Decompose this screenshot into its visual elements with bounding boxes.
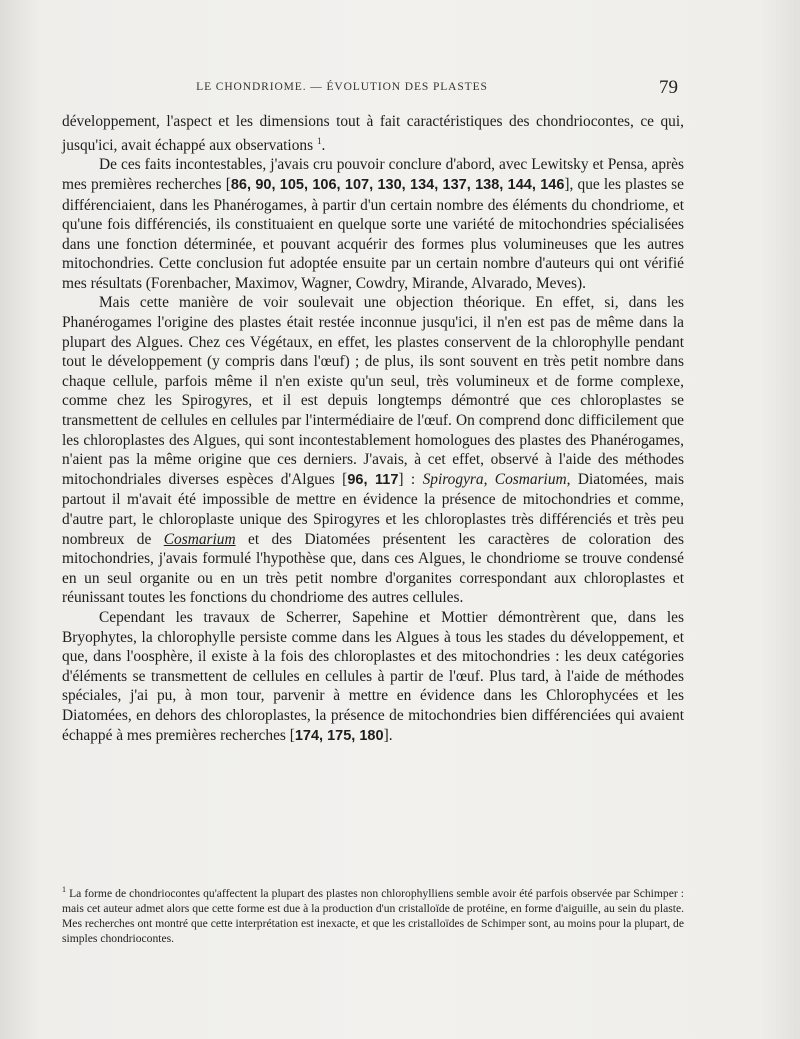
paragraph-3-text-c: Diatomées, mais partout il m'avait été impossible de mettre en évidence la présence de mitochondries et comme, d'autre part, le chloroplaste unique des Spirogyres et les chloroplastes très différenciés et très peu nombreux de <box>62 470 684 548</box>
paragraph-4-text-b: ]. <box>383 726 393 744</box>
italic-genus-name: Cosmarium <box>163 530 236 548</box>
footnote-text: La forme de chondriocontes qu'affectent la plupart des plastes non chlorophylliens semble avoir été parfois observée par Schimper : mais cet auteur admet alors que cette forme est due à la production d'un cristalloïde de protéine, en forme d'aiguille, au sein du plaste. Mes recherches ont montré que cette interprétation est inexacte, et que les cristalloïdes de Schimper sont, au moins pour la plupart, de simples chondriocontes. <box>62 886 684 946</box>
footnote-reference: 1 <box>316 135 322 146</box>
paragraph-3-text-a: Mais cette manière de voir soulevait une objection théorique. En effet, si, dans les Phanérogames l'origine des plastes était restée inconnue jusqu'ici, il n'en est pas de même dans la plupart des Algues. Chez ces Végétaux, en effet, les plastes conservent de la chlorophylle pendant tout le développement (y compris dans l'œuf) ; de plus, ils sont souvent en très petit nombre dans chaque cellule, parfois même il n'en existe qu'un seul, très volumineux et de forme complexe, comme chez les Spirogyres, et il est depuis longtemps démontré que ces chloroplastes se transmettent de cellules en cellules par l'intermédiaire de l'œuf. On comprend donc difficilement que les chloroplastes des Algues, qui sont incontestablement homologues des plastes des Phanérogames, n'aient pas la même origine que ces derniers. J'avais, à cet effet, observé à l'aide des méthodes mitochondriales diverses espèces d'Algues [ <box>62 294 684 488</box>
paragraph-2-text-a: De ces faits incontestables, j'avais cru pouvoir conclure d'abord, avec Lewitsky et Pensa, après mes premières recherches [ <box>62 156 684 193</box>
bibliography-references: 96, 117 <box>347 471 399 488</box>
footnote <box>62 882 684 947</box>
paragraph-1-text: développement, l'aspect et les dimensions tout à fait caractéristiques des chondriocontes, ce qui, jusqu'ici, avait échappé aux observations <box>62 113 684 154</box>
paragraph-4-text-a: Cependant les travaux de Scherrer, Sapehine et Mottier démontrèrent que, dans les Bryophytes, la chlorophylle persiste comme dans les Algues à tous les stades du développement, et que, dans l'oosphère, il existe à la fois des chloroplastes et des mitochondries : les deux catégories d'éléments se transmettent de cellules en cellules à partir de l'œuf. Plus tard, à l'aide de méthodes spéciales, j'ai pu, à mon tour, parvenir à mettre en évidence dans les Chlorophycées et les Diatomées, en dehors des chloroplastes, la présence de mitochondries bien différenciées qui avaient échappé à mes premières recherches [ <box>62 608 684 744</box>
paragraph-4 <box>62 608 684 746</box>
paragraph-3-text-d: et des Diatomées présentent les caractères de coloration des mitochondries, j'avais formulé l'hypothèse que, dans ces Algues, le chondriome se trouve condensé en un seul organite ou en un très petit nombre d'organites correspondant aux chloroplastes et réunissant toutes les fonctions du chondriome des autres cellules. <box>62 530 684 607</box>
footnote-mark: 1 <box>62 885 66 894</box>
body-text <box>62 112 684 746</box>
running-head <box>62 77 682 99</box>
bibliography-references: 174, 175, 180 <box>294 727 384 744</box>
running-title: LE CHONDRIOME. — ÉVOLUTION DES PLASTES <box>196 81 488 93</box>
bibliography-references: 86, 90, 105, 106, 107, 130, 134, 137, 138, 144, 146 <box>230 176 565 193</box>
paragraph-2-text-b: ], que les plastes se différenciaient, dans les Phanérogames, à partir d'un certain nombre des éléments du chondriome, et qu'une fois différenciés, ils constituaient en quelque sorte une variété de mitochondries spécialisées dans une fonction déterminée, et pouvant acquérir des formes plus volumineuses que les autres mitochondries. Cette conclusion fut adoptée ensuite par un certain nombre d'auteurs qui ont vérifié mes résultats (Forenbacher, Maximov, Wagner, Cowdry, Mirande, Alvarado, Meves). <box>62 175 684 292</box>
paragraph-3 <box>62 293 684 608</box>
paragraph-2 <box>62 155 684 293</box>
paragraph-1-end: . <box>321 136 326 154</box>
italic-genus-names: Spirogyra, Cosmarium, <box>422 470 571 488</box>
paragraph-3-text-b: ] : <box>398 470 423 488</box>
page-number: 79 <box>659 77 678 98</box>
paragraph-1 <box>62 112 684 155</box>
